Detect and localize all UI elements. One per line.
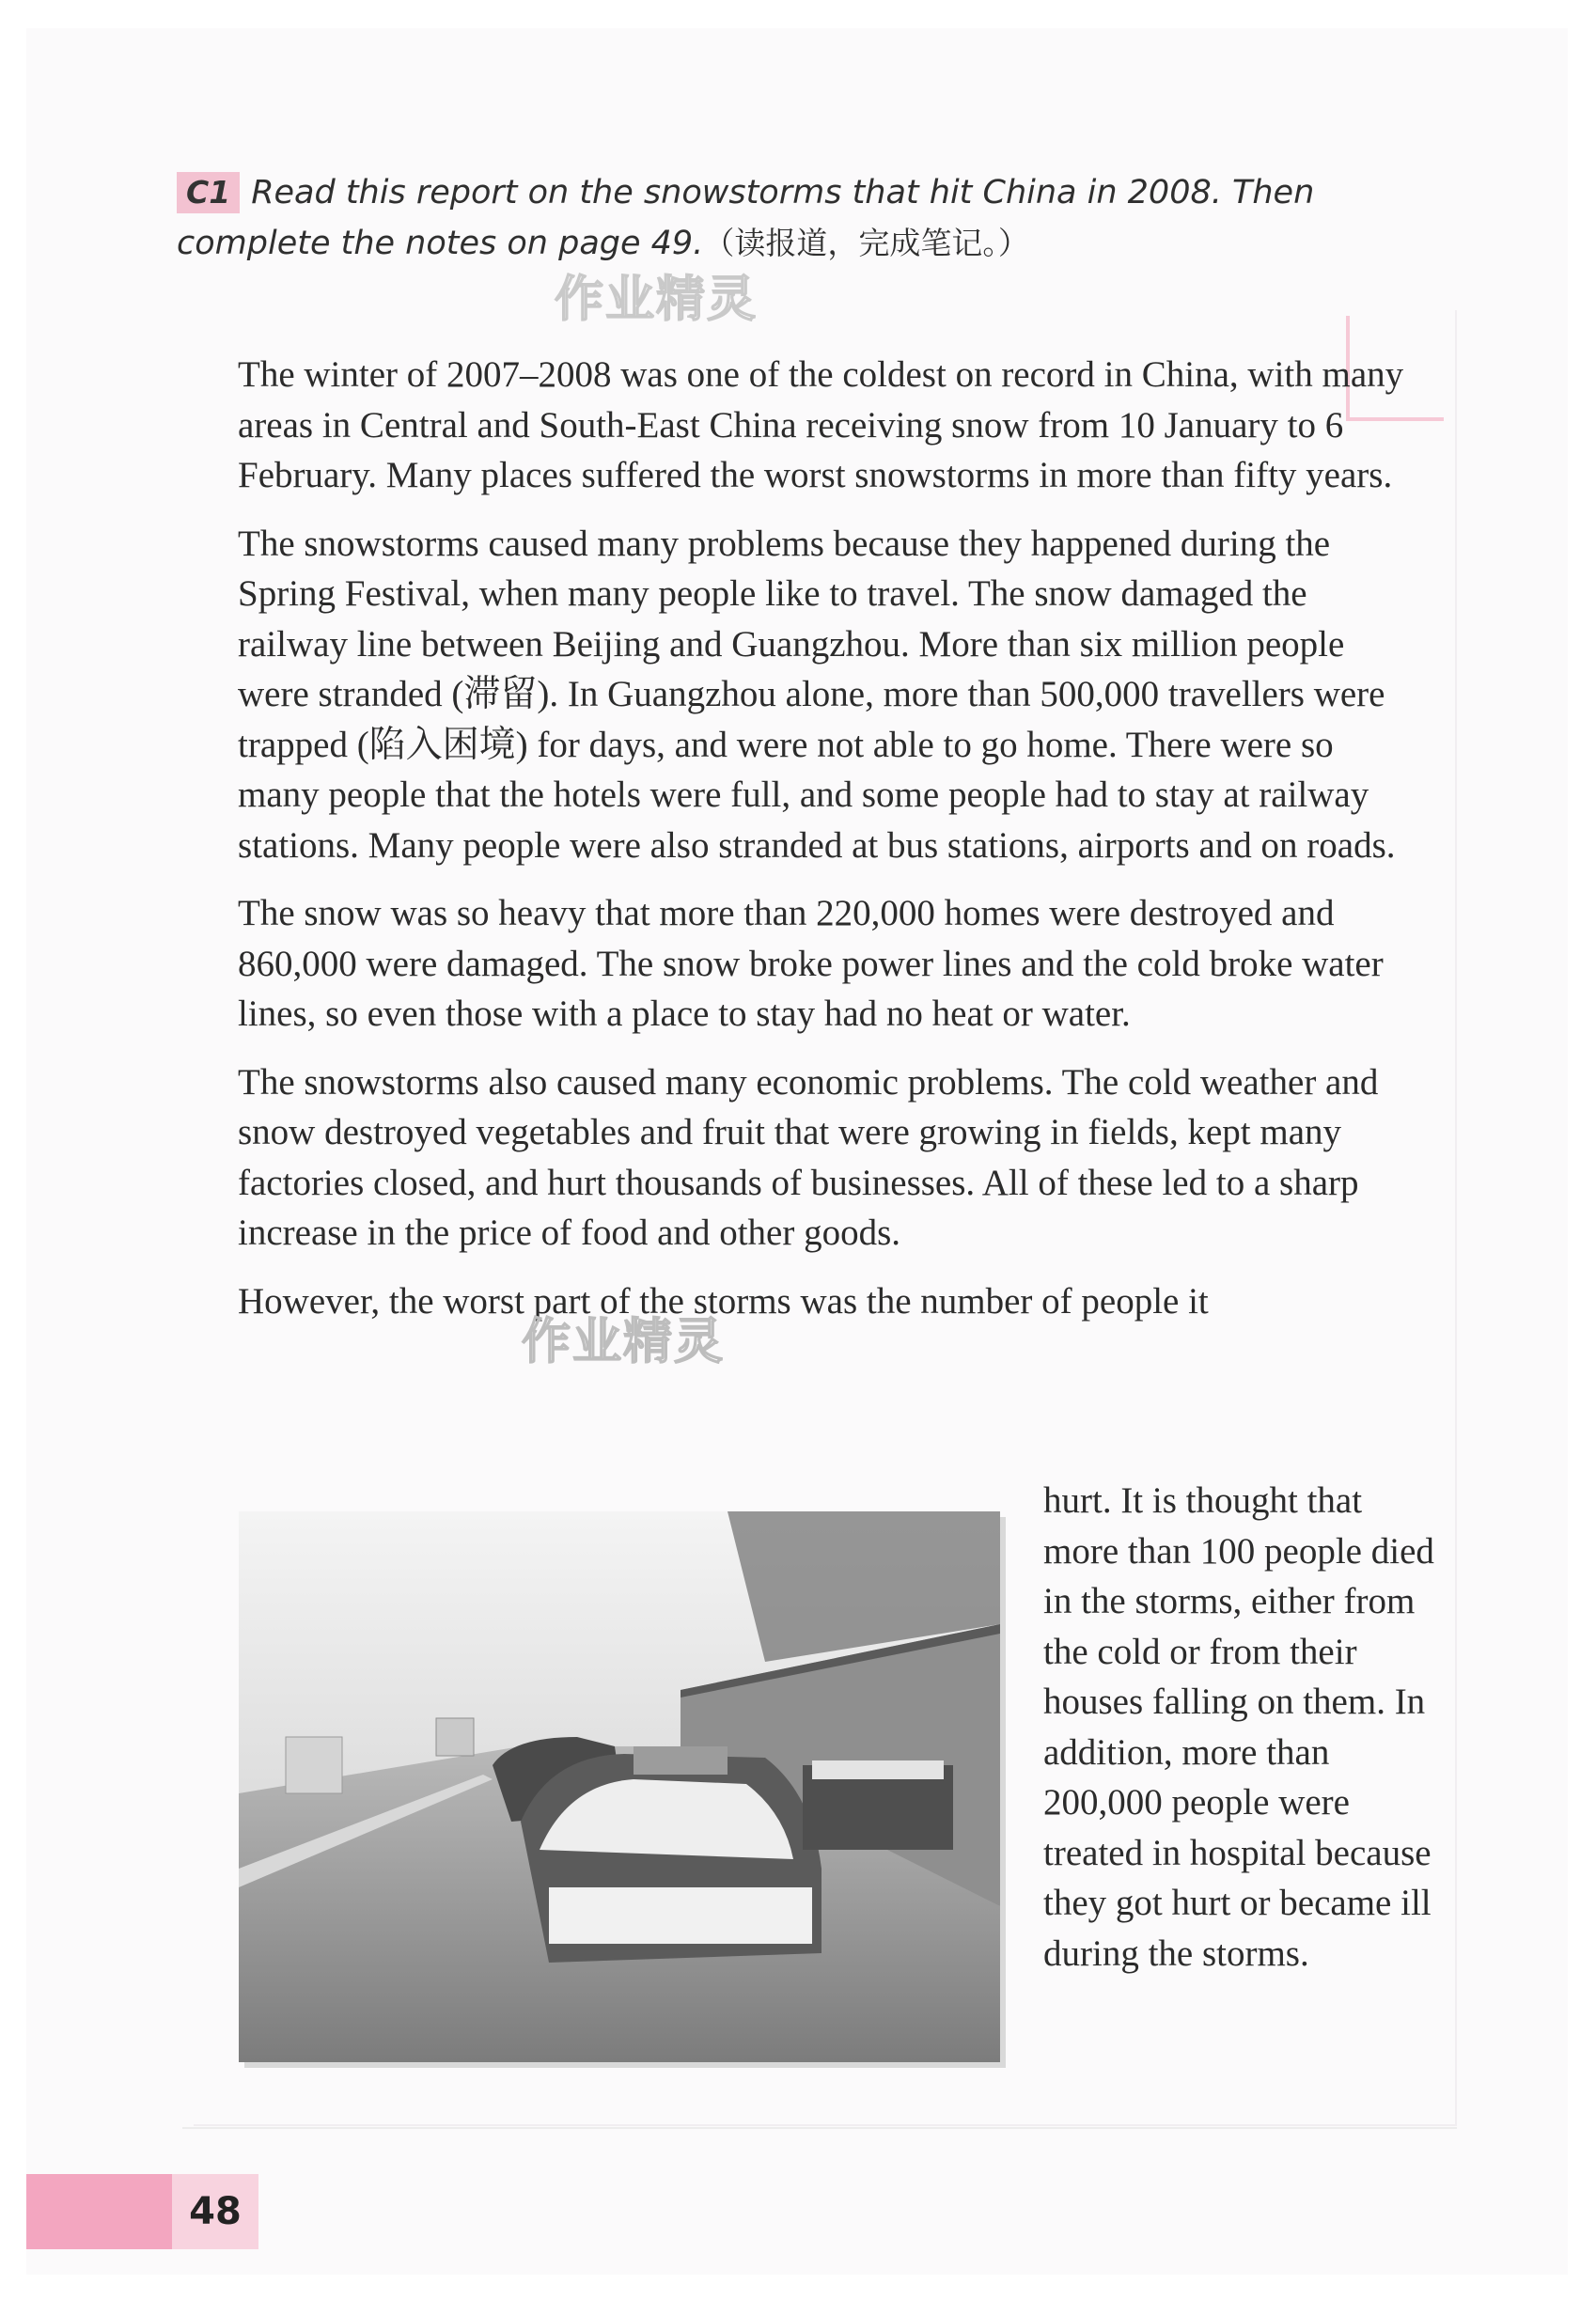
- photo-illustration: [239, 1511, 1000, 2062]
- snowstorm-traffic-photo: [239, 1511, 1000, 2062]
- report-article: [238, 350, 1422, 1344]
- task-label: C1: [177, 172, 240, 213]
- article-paragraph: The snowstorms caused many problems because they happened during the Spring Festival, when many people like to travel. The snow damaged the railway line between Beijing and Guangzhou. More than six million people were stranded (滞留). In Guangzhou alone, more than 500,000 travellers were trapped (陷入困境) for days, and were not able to go home. There were so many people that the hotels were full, and some people had to stay at railway stations. Many people were also stranded at bus stations, airports and on roads.: [238, 523, 1396, 866]
- article-paragraph: The snow was so heavy that more than 220,000 homes were destroyed and 860,000 were damaged. The snow broke power lines and the cold broke water lines, so even those with a place to stay had no heat or water.: [238, 893, 1384, 1034]
- article-paragraph-last-start: However, the worst part of the storms was the number of people it: [238, 1280, 1209, 1322]
- article-paragraph: The winter of 2007–2008 was one of the coldest on record in China, with many areas in Central and South-East China receiving snow from 10 January to 6 February. Many places suffered the worst snowstorms in more than fifty years.: [238, 354, 1404, 495]
- instruction-text: Read this report on the snowstorms that hit China in 2008. Then complete the notes on page 49.: [177, 174, 1315, 262]
- watermark: 作业精灵: [555, 272, 759, 328]
- article-paragraph: The snowstorms also caused many economic problems. The cold weather and snow destroyed vegetables and fruit that were growing in fields, kept many factories closed, and hurt thousands of businesses. All of these led to a sharp increase in the price of food and other goods.: [238, 1061, 1379, 1253]
- article-paragraph-last-wrap: hurt. It is thought that more than 100 people died in the storms, either from the cold or from their houses falling on them. In addition, more than 200,000 people were treated in hospital because they got hurt or became ill during the storms.: [1043, 1480, 1434, 1974]
- footer-divider: [182, 2127, 1457, 2129]
- watermark: 作业精灵: [522, 1314, 726, 1370]
- page-tab-accent: [26, 2174, 172, 2249]
- page-number: 48: [172, 2174, 258, 2249]
- task-instruction: [177, 167, 1474, 269]
- instruction-note: （读报道，完成笔记。）: [703, 225, 1029, 261]
